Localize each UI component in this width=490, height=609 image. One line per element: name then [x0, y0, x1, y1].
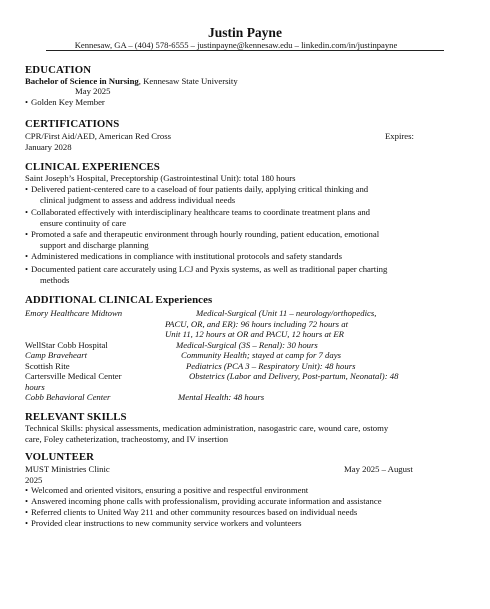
additional-detail: Pediatrics (PCA 3 – Respiratory Unit): 48 hours: [186, 360, 356, 371]
volunteer-org: MUST Ministries Clinic: [25, 464, 110, 474]
certification-name: CPR/First Aid/AED, American Red Cross: [25, 131, 172, 141]
additional-heading: ADDITIONAL CLINICAL Experiences: [25, 294, 213, 306]
additional-place: Scottish Rite: [25, 360, 70, 371]
education-heading: EDUCATION: [25, 64, 92, 76]
candidate-name: Justin Payne: [208, 25, 282, 40]
volunteer-heading: VOLUNTEER: [25, 451, 95, 463]
education-degree-line: [25, 76, 238, 87]
additional-detail: Medical-Surgical (3S – Renal): 30 hours: [176, 339, 318, 350]
volunteer-date-range: May 2025 – August: [344, 464, 413, 474]
additional-detail: hours: [25, 381, 45, 392]
additional-place: WellStar Cobb Hospital: [25, 339, 108, 350]
certifications-heading: CERTIFICATIONS: [25, 118, 120, 130]
additional-place: Cobb Behavioral Center: [25, 392, 111, 402]
volunteer-date-cont: 2025: [25, 474, 43, 485]
header-divider: [46, 50, 444, 51]
degree: Bachelor of Science in Nursing: [25, 76, 139, 86]
skills-text: care, Foley catheterization, tracheostomy, and IV insertion: [25, 433, 229, 444]
clinical-heading: CLINICAL EXPERIENCES: [25, 161, 160, 173]
skills-text: Technical Skills: physical assessments, medication administration, nasogastric care, wound care, ostomy: [25, 423, 389, 433]
additional-detail: PACU, OR, and ER): 96 hours including 72 hours at: [165, 318, 348, 329]
additional-detail: Mental Health: 48 hours: [178, 392, 265, 402]
resume-page: Justin Payne Kennesaw, GA – (404) 578-6555 – justinpayne@kennesaw.edu – linkedin.com/in/justinpayne EDUCATION Bachelor of Science in Nursing, Kennesaw State University May 2025 • Golden Key Member CERTIFICATIONS CPR/First Aid/AED, American Red Cross Expires: January 2028 CLINICAL EXPERIENCES Saint Joseph’s Hospital, Preceptorship (Gastrointestinal Unit): total 180 hours • Delivered patient-centered care to a caseload of four patients daily, applying critical thinking and clinical judgment to assess and address individual needs • Collaborated effectively with interdisciplinary healthcare teams to coordinate treatment plans and ensure continuity of care • Promoted a safe and therapeutic environment through hourly rounding, patient education, emotional support and discharge planning • Administered medications in compliance with institutional protocols and safety standards • Documented patient care accurately using LCJ and Pyxis systems, as well as traditional paper charting methods ADDITIONAL CLINICAL Experiences Emory Healthcare Midtown Medical-Surgical (Unit 11 – neurology/orthopedics, PACU, OR, and ER): 96 hours including 72 hours at Unit 11, 12 hours at OR and PACU, 12 hours at ER WellStar Cobb Hospital Medical-Surgical (3S – Renal): 30 hours Camp Braveheart Community Health; stayed at camp for 7 days Scottish Rite Pediatrics (PCA 3 – Respiratory Unit): 48 hours Cartersville Medical Center Obstetrics (Labor and Delivery, Post-partum, Neonatal): 48 hours Cobb Behavioral Center Mental Health: 48 hours RELEVANT SKILLS Technical Skills: physical assessments, medication administration, nasogastric care, wound care, ostomy care, Foley catheterization, tracheostomy, and IV insertion VOLUNTEER MUST Ministries Clinic May 2025 – August 2025 • Welcomed and oriented visitors, ensuring a positive and respectful environment • Answered incoming phone calls with professionalism, providing accurate information and assistance • Referred clients to United Way 211 and other community resources based on individual needs • Provided clear instructions to new community service workers and volunteers: [0, 0, 490, 609]
additional-detail: Medical-Surgical (Unit 11 – neurology/orthopedics,: [196, 308, 377, 318]
additional-place: Cartersville Medical Center: [25, 371, 122, 381]
certification-expires-date: January 2028: [25, 141, 72, 152]
certification-expires-label: Expires:: [385, 131, 414, 141]
contact-line: Kennesaw, GA – (404) 578-6555 – justinpayne@kennesaw.edu – linkedin.com/in/justinpayne: [74, 40, 398, 50]
additional-place: Emory Healthcare Midtown: [25, 308, 123, 318]
school: , Kennesaw State University: [138, 76, 238, 86]
additional-detail: Obstetrics (Labor and Delivery, Post-partum, Neonatal): 48: [189, 371, 399, 381]
additional-place: Camp Braveheart: [25, 350, 88, 360]
additional-detail: Community Health; stayed at camp for 7 days: [181, 350, 341, 360]
additional-detail: Unit 11, 12 hours at OR and PACU, 12 hours at ER: [165, 329, 344, 339]
clinical-intro: Saint Joseph’s Hospital, Preceptorship (Gastrointestinal Unit): total 180 hours: [25, 173, 296, 183]
skills-heading: RELEVANT SKILLS: [25, 411, 127, 423]
education-date: May 2025: [75, 86, 111, 96]
